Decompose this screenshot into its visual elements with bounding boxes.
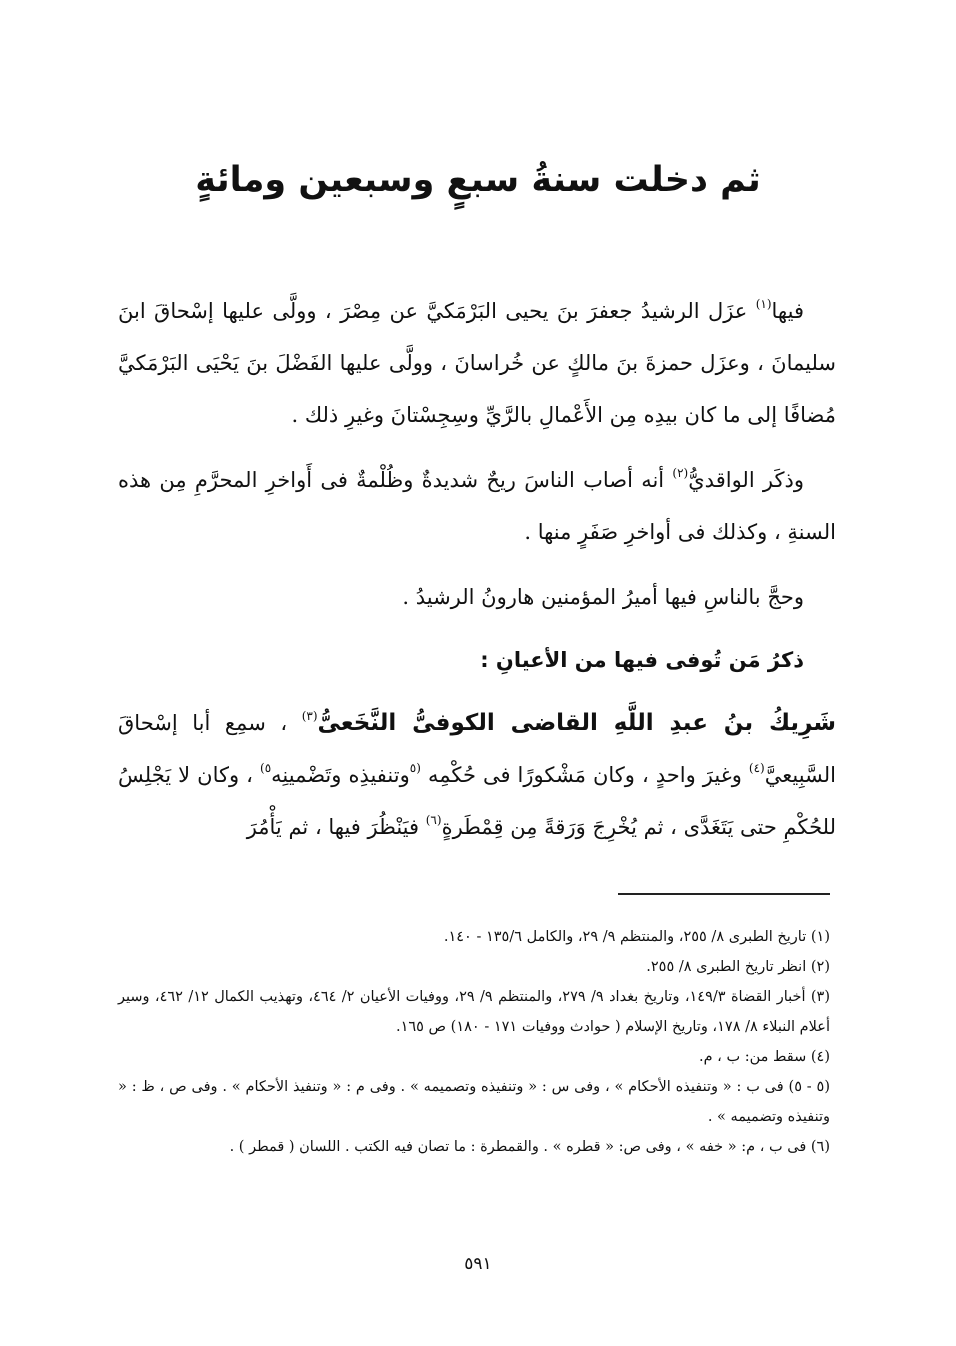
paragraph-4-segment-1: ، سمِع أبا إسْحاقَ السَّبِيعيَّ <box>118 711 836 787</box>
page-title: ثم دخلت سنةُ سبعٍ وسبعين ومائةٍ <box>195 160 761 200</box>
footnote-ref-6[interactable]: (٦) <box>425 813 442 827</box>
footnotes <box>118 922 830 1162</box>
person-name: شَرِيكُ بنُ عبدِ اللَّهِ القاضى الكوفىُّ النَّخَعىُّ <box>317 710 836 736</box>
footnote-ref-5-open[interactable]: (٥ <box>409 761 421 775</box>
paragraph-3: وحجَّ بالناسِ فيها أميرُ المؤمنين هارونُ الرشيدُ . <box>402 585 804 609</box>
paragraph-4 <box>118 697 836 853</box>
paragraph-2-text: أنه أصاب الناسَ ريحٌ شديدةٌ وظُلْمةٌ فى أَواخرِ المحرَّمِ مِن هذه السنةِ ، وكذلك فى أواخرِ صَفَرٍ منها . <box>118 468 836 544</box>
main-text <box>118 285 836 866</box>
paragraph-4-segment-5: فيَنْظُرَ فيها ، ثم يَأْمُرَ <box>246 815 426 839</box>
footnote-4: (٤) سقط من: ب ، م. <box>698 1049 830 1065</box>
section-heading: ذكرُ مَن تُوفى فيها من الأعيانِ : <box>480 648 804 672</box>
paragraph-4-segment-3: وتنفيذِه وتَضْمينِه <box>271 763 410 787</box>
paragraph-1 <box>118 285 836 441</box>
footnote-3: (٣) أخبار القضاة ١٤٩/٣، وتاريخ بغداد ٩/ ٢٧٩، والمنتظم ٩/ ٢٩، ووفيات الأعيان ٢/ ٤٦٤، وتهذيب الكمال ١٢/ ٤٦٢، وسير أعلام النبلاء ٨/ ١٧٨، وتاريخ الإسلام ( حوادث ووفيات ١٧١ - ١٨٠) ص ١٦٥. <box>118 989 830 1035</box>
page-number: ٥٩١ <box>464 1254 492 1274</box>
footnote-ref-2[interactable]: (٢) <box>672 466 689 480</box>
paragraph-4-segment-2: وغيرَ واحدٍ ، وكان مَشْكورًا فى حُكْمِه <box>420 763 749 787</box>
footnote-1: (١) تاريخ الطبرى ٨/ ٢٥٥، والمنتظم ٩/ ٢٩، والكامل ١٣٥/٦ - ١٤٠. <box>443 929 830 945</box>
footnote-ref-1[interactable]: (١) <box>755 297 772 311</box>
paragraph-1-text: عزَل الرشيدُ جعفرَ بنَ يحيى البَرْمَكيَّ عن مِصْرَ ، وولَّى عليها إسْحاقَ ابنَ سليمانَ ، وعزَل حمزةَ بنَ مالكٍ عن خُراسانَ ، وولَّى عليها الفَضْلَ بنَ يَحْيَى البَرْمَكيَّ مُضافًا إلى ما كان بيدِه مِن الأَعْمالِ بالرَّيِّ وسِجِسْتانَ وغيرِ ذلك . <box>118 299 836 427</box>
footnote-ref-3[interactable]: (٣) <box>301 709 318 723</box>
paragraph-1-start: فيها <box>771 299 804 323</box>
footnote-ref-4[interactable]: (٤) <box>748 761 765 775</box>
footnote-ref-5-close[interactable]: ٥) <box>260 761 272 775</box>
paragraph-2 <box>118 454 836 558</box>
paragraph-4-segment-4: ، وكان لا يَجْلِسُ للحُكْمِ حتى يَتَغَدَّى ، ثم يُخْرِجَ وَرَقةً مِن قِمْطَرةٍ <box>118 763 836 839</box>
footnote-2: (٢) انظر تاريخ الطبرى ٨/ ٢٥٥. <box>646 959 830 975</box>
footnote-divider <box>618 893 830 895</box>
footnote-6: (٦) فى ب ، م: « خفه » ، وفى ص: « قطره » . والقمطرة : ما تصان فيه الكتب . اللسان ( قمطر ) . <box>229 1139 830 1155</box>
footnote-5: (٥ - ٥) فى ب : « وتنفيذه الأحكام » ، وفى س : « وتنفيذه وتصميمه » . وفى م : « وتنفيذ الأحكام » . وفى ص ، ظ : « وتنفيذه وتضميمه » . <box>118 1079 830 1125</box>
paragraph-2-start: وذكَر الواقديُّ <box>688 468 805 492</box>
